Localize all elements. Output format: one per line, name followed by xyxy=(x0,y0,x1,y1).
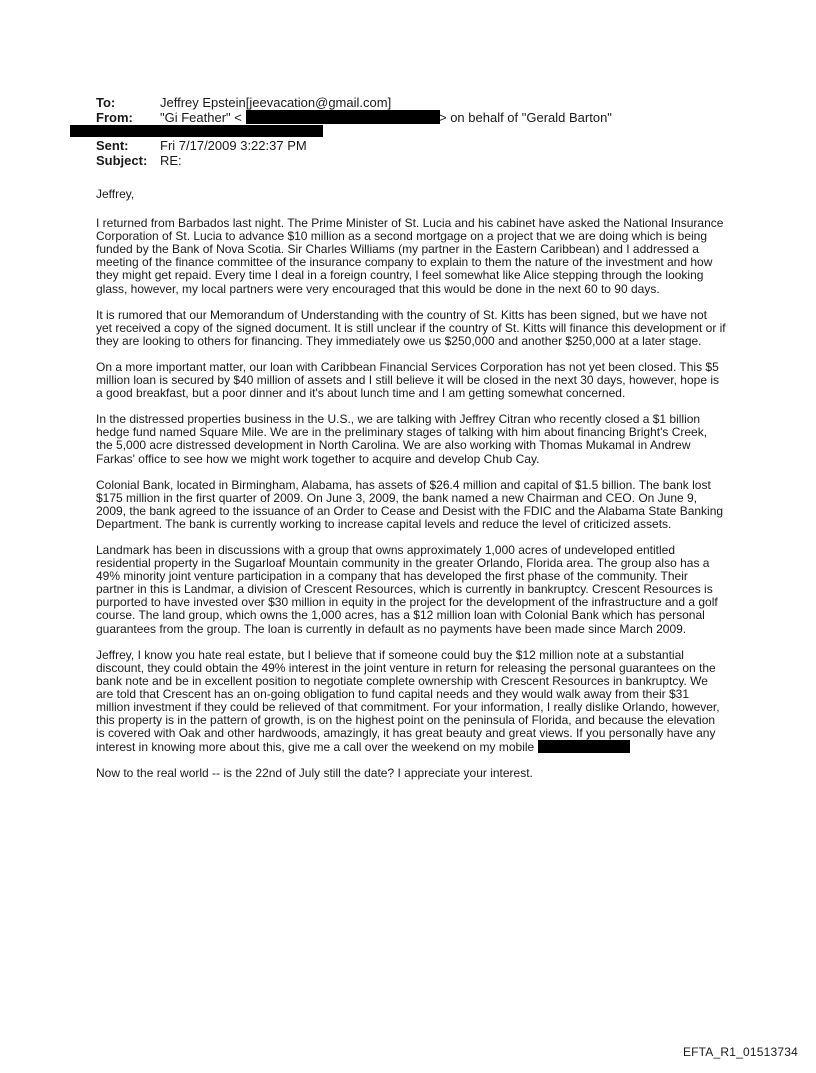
paragraph-barbados: I returned from Barbados last night. The Prime Minister of St. Lucia and his cabinet have asked the National Insurance Corporation of St. Lucia to advance $10 million as a second mortgage on a project that we are doing which is being funded by the Bank of Nova Scotia. Sir Charles Williams (my partner in the Eastern Caribbean) and I addressed a meeting of the finance committee of the insurance company to explain to them the nature of the investment and how they might get repaid. Every time I deal in a foreign country, I feel somewhat like Alice stepping through the looking glass, however, my local partners were very encouraged that this would be done in the next 60 to 90 days. xyxy=(96,216,724,296)
sent-row xyxy=(96,138,736,153)
real-estate-text: Jeffrey, I know you hate real estate, but I believe that if someone could buy the $12 million note at a substantial discount, they could obtain the 49% interest in the joint venture in return for releasing the personal guarantees on the bank note and be in excellent position to negotiate complete ownership with Crescent Resources in bankruptcy. We are told that Crescent has an on-going obligation to fund capital needs and they would walk away from their $31 million investment if they could be relieved of that commitment. For your information, I really dislike Orlando, however, this property is in the pattern of growth, is on the highest point on the peninsula of Florida, and because the elevation is covered with Oak and other hardwoods, amazingly, it has great beauty and great views. If you personally have any interest in knowing more about this, give me a call over the weekend on my mobile xyxy=(96,647,720,755)
from-value-start: "Gi Feather" < xyxy=(160,110,242,125)
sent-label: Sent: xyxy=(96,138,129,153)
from-address-redaction xyxy=(246,110,440,124)
paragraph-colonial-bank: Colonial Bank, located in Birmingham, Alabama, has assets of $26.4 million and capital of $1.5 billion. The bank lost $175 million in the first quarter of 2009. On June 3, 2009, the bank named a new Chairman and CEO. On June 9, 2009, the bank agreed to the issuance of an Order to Cease and Desist with the FDIC and the Alabama State Banking Department. The bank is currently working to increase capital levels and reduce the level of criticized assets. xyxy=(96,477,724,531)
paragraph-real-estate xyxy=(96,649,726,755)
sent-value: Fri 7/17/2009 3:22:37 PM xyxy=(160,138,307,153)
subject-label: Subject: xyxy=(96,153,148,168)
paragraph-loan: On a more important matter, our loan with Caribbean Financial Services Corporation has not yet been closed. This $5 million loan is secured by $40 million of assets and I still believe it will be closed in the next 30 days, however, hope is a good breakfast, but a poor dinner and it's about lunch time and I am getting somewhat concerned. xyxy=(96,359,719,401)
email-body xyxy=(96,188,726,793)
from-label: From: xyxy=(96,110,133,125)
document-id: EFTA_R1_01513734 xyxy=(682,1045,798,1059)
to-label: To: xyxy=(96,95,116,110)
email-header xyxy=(96,95,736,168)
cc-redaction xyxy=(70,125,323,137)
from-value-end: > on behalf of "Gerald Barton" xyxy=(439,110,612,125)
paragraph-st-kitts: It is rumored that our Memorandum of Understanding with the country of St. Kitts has been signed, but we have not yet received a copy of the signed document. It is still unclear if the country of St. Kitts will finance this development or if they are looking to others for financing. They immediately owe us $250,000 and another $250,000 at a later stage. xyxy=(96,307,726,348)
closing-line: Now to the real world -- is the 22nd of July still the date? I appreciate your interest. xyxy=(96,766,533,781)
paragraph-landmark: Landmark has been in discussions with a group that owns approximately 1,000 acres of undeveloped entitled residential property in the Sugarloaf Mountain community in the greater Orlando, Florida area. The group also has a 49% minority joint venture participation in a company that has developed the first phase of the community. Their partner in this is Landmar, a division of Crescent Resources, which is currently in bankruptcy. Crescent Resources is purported to have invested over $30 million in equity in the project for the development of the infrastructure and a golf course. The land group, which owns the 1,000 acres, has a $12 million loan with Colonial Bank which has personal guarantees from the group. The loan is currently in default as no payments have been made since March 2009. xyxy=(96,542,718,636)
to-row xyxy=(96,95,736,110)
greeting: Jeffrey, xyxy=(96,187,135,201)
to-value: Jeffrey Epstein[jeevacation@gmail.com] xyxy=(160,95,392,110)
paragraph-distressed-properties: In the distressed properties business in the U.S., we are talking with Jeffrey Citran who recently closed a $1 billion hedge fund named Square Mile. We are in the preliminary stages of talking with him about financing Bright's Creek, the 5,000 acre distressed development in North Carolina. We are also working with Thomas Mukamal in Andrew Farkas' office to see how we might work together to acquire and develop Chub Cay. xyxy=(96,412,708,466)
mobile-number-redaction xyxy=(538,740,630,753)
from-row xyxy=(96,110,736,125)
subject-value: RE: xyxy=(160,153,182,168)
cc-row-redacted xyxy=(96,125,736,138)
subject-row xyxy=(96,153,736,168)
